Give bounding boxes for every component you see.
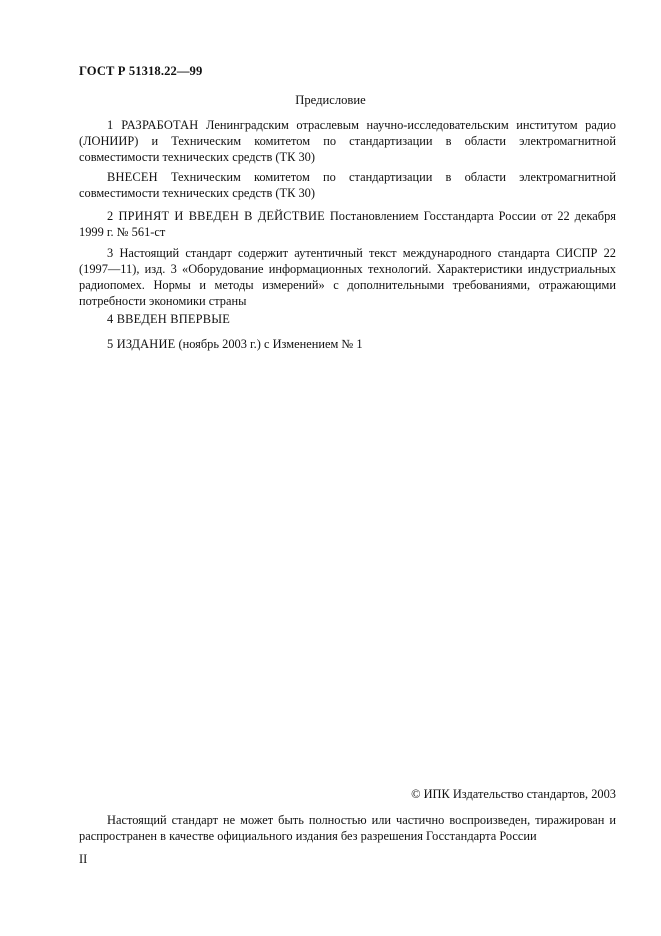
paragraph-text: 3 Настоящий стандарт содержит аутентичный текст международного стандарта СИСПР 22 (1997—11), изд. 3 «Оборудование информационных технологий. Характеристики индустриальных радиопомех. Нормы и методы измерений» с дополнительными требованиями, отражающими потребности экономики страны: [79, 246, 616, 308]
copyright-line: © ИПК Издательство стандартов, 2003: [411, 787, 616, 801]
paragraph-text: Ленинградским отраслевым научно-исследовательским институтом радио (ЛОНИИР) и Техническим комитетом по стандартизации в области электромагнитной совместимости технических средств (ТК 30): [79, 118, 616, 164]
section-title: Предисловие: [295, 93, 366, 107]
paragraph-text: Постановлением Госстандарта России от 22 декабря 1999 г. № 561-ст: [79, 209, 616, 239]
paragraph-lead: 2 ПРИНЯТ И ВВЕДЕН В ДЕЙСТВИЕ: [107, 209, 325, 223]
paragraph-lead: ВНЕСЕН: [107, 170, 158, 184]
paragraph-lead: 5 ИЗДАНИЕ: [107, 337, 176, 351]
paragraph-text: (ноябрь 2003 г.) с Изменением № 1: [175, 337, 363, 351]
paragraph-submitted: [79, 169, 616, 201]
paragraph-text: Техническим комитетом по стандартизации в области электромагнитной совместимости технических средств (ТК 30): [79, 170, 616, 200]
paragraph-developed: [79, 117, 616, 165]
page-number: II: [79, 852, 88, 866]
document-code: ГОСТ Р 51318.22—99: [79, 64, 203, 78]
paragraph-lead: 1 РАЗРАБОТАН: [107, 118, 199, 132]
paragraph-lead: 4 ВВЕДЕН ВПЕРВЫЕ: [107, 312, 230, 326]
paragraph-edition: [79, 336, 616, 352]
paragraph-first-introduced: [79, 311, 616, 327]
paragraph-authentic-text: [79, 245, 616, 309]
reproduction-notice: Настоящий стандарт не может быть полностью или частично воспроизведен, тиражирован и распространен в качестве официального издания без разрешения Госстандарта России: [79, 813, 616, 843]
paragraph-adopted: [79, 208, 616, 240]
